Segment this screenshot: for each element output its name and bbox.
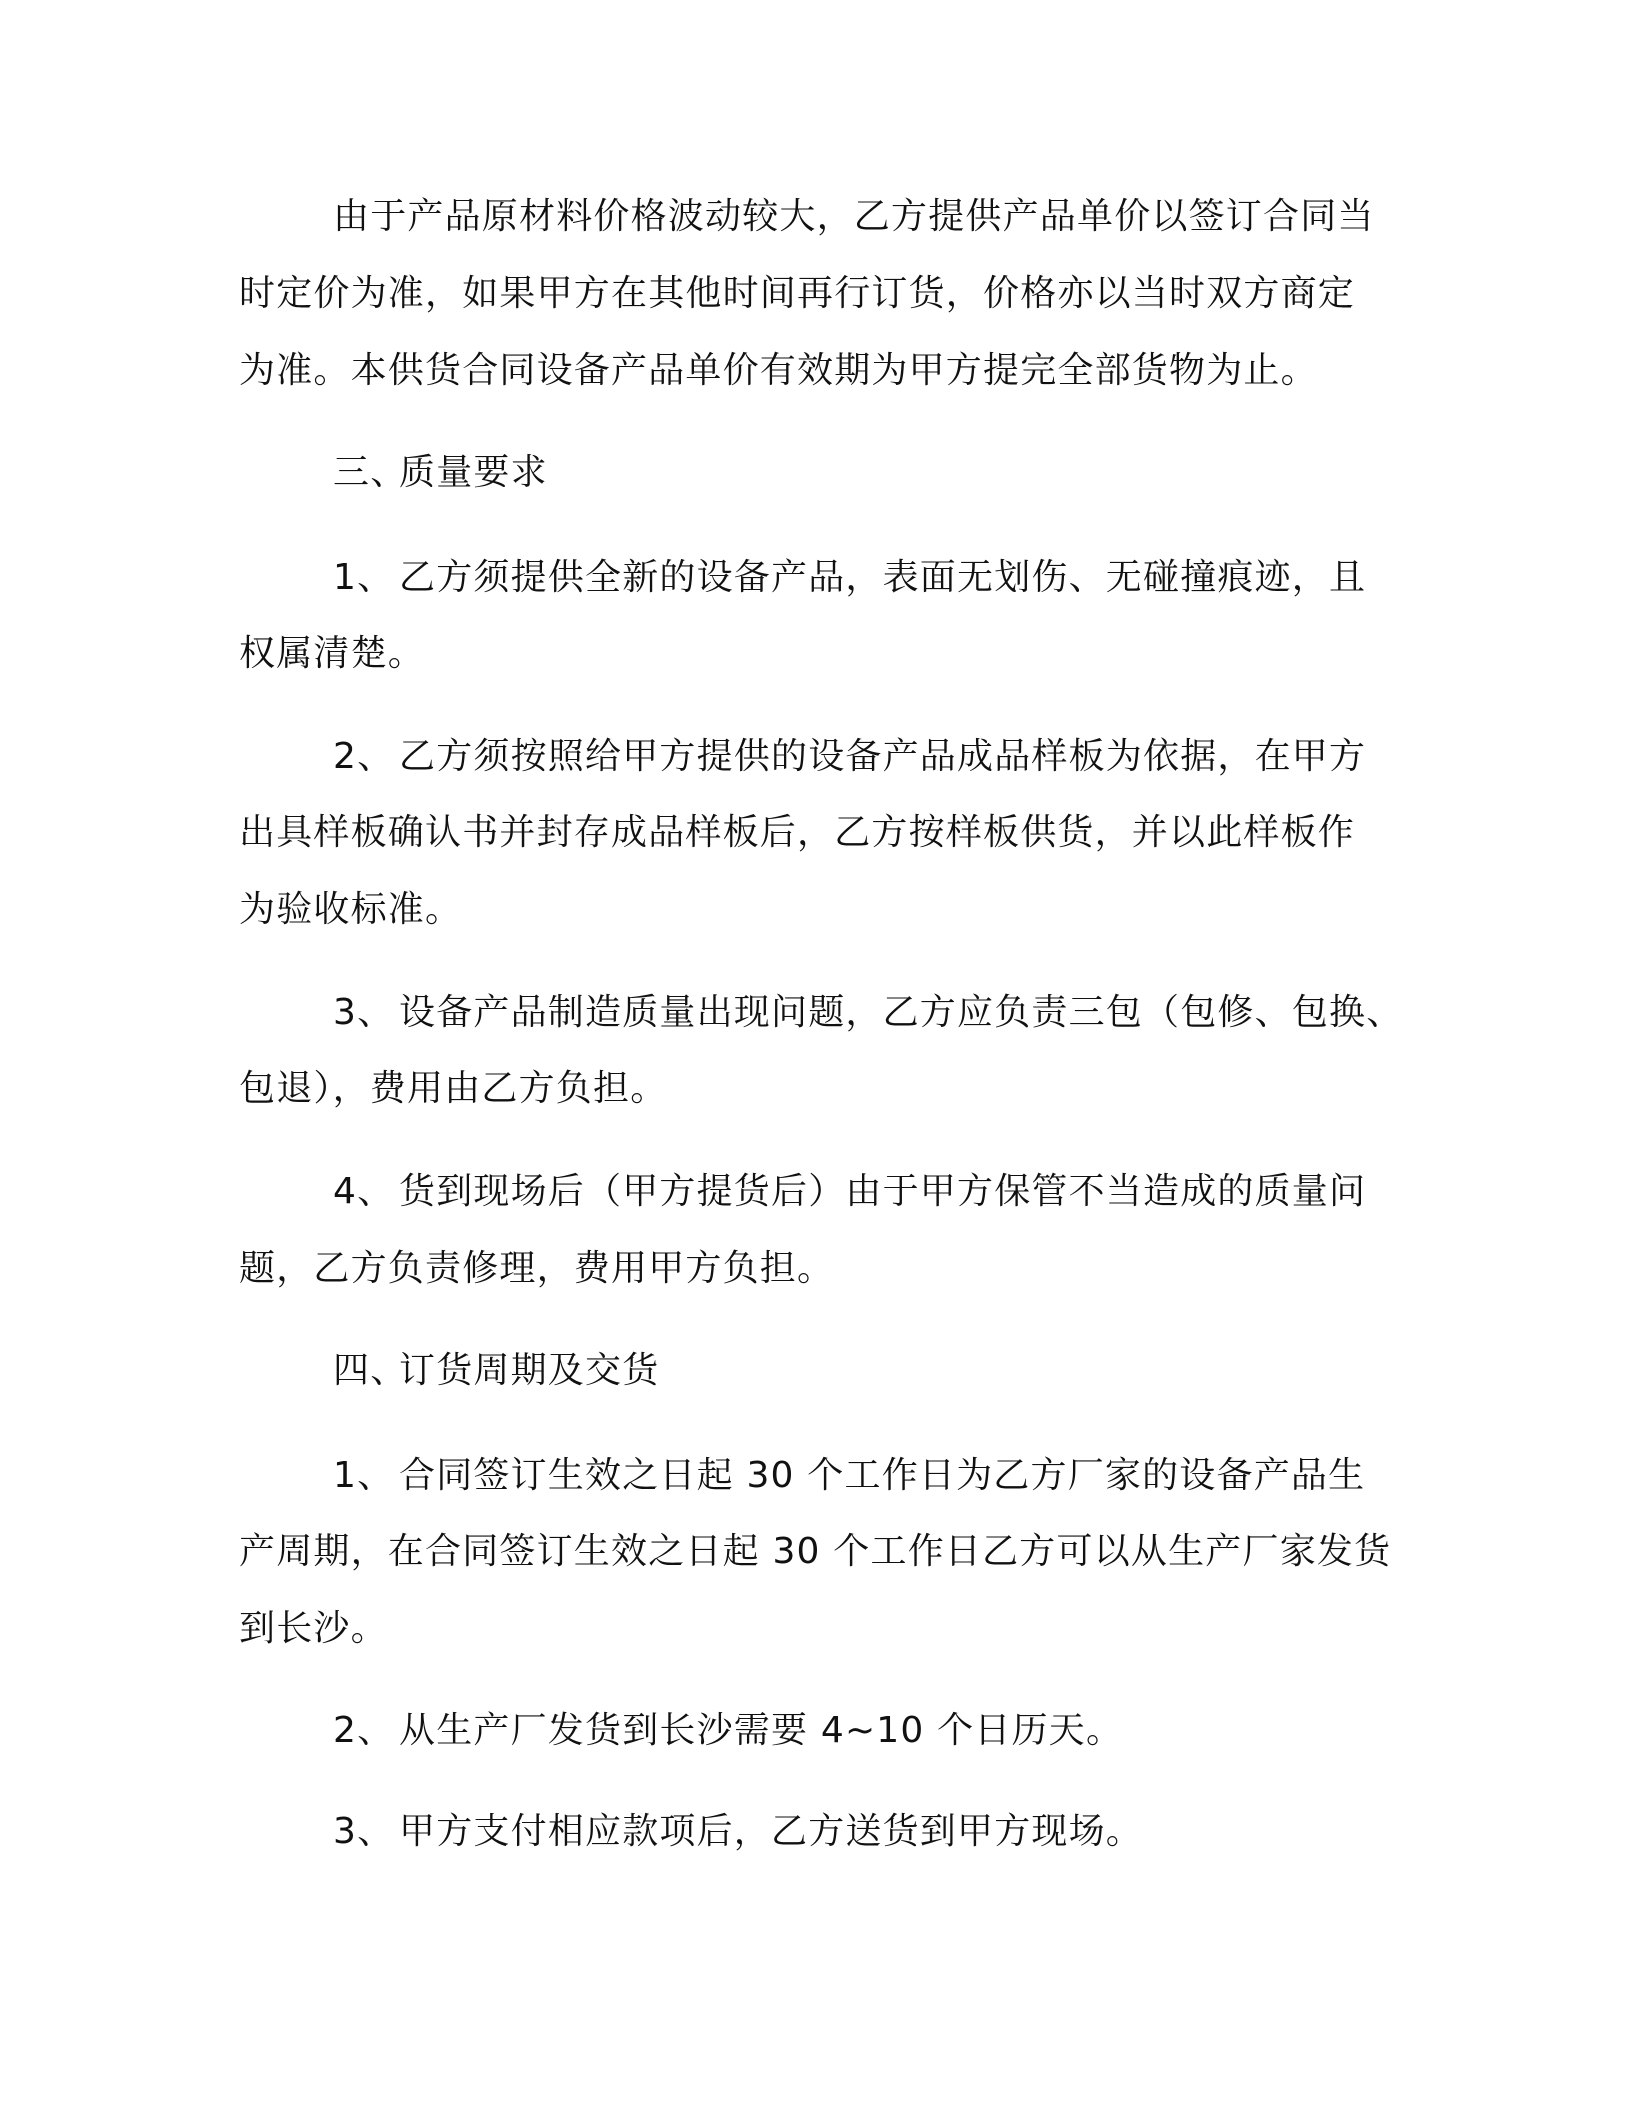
paragraph-line: 时定价为准，如果甲方在其他时间再行订货，价格亦以当时双方商定 <box>239 273 1356 314</box>
item-text: 甲方支付相应款项后，乙方送货到甲方现场。 <box>399 1811 1144 1852</box>
paragraph-line: 产周期，在合同签订生效之日起 30 个工作日乙方可以从生产厂家发货 <box>239 1531 1392 1572</box>
list-item <box>333 1707 1123 1755</box>
item-text: 从生产厂发货到长沙需要 4~10 个日历天。 <box>399 1710 1124 1751</box>
item-text: 设备产品制造质量出现问题，乙方应负责三包（包修、包换、 <box>399 992 1404 1033</box>
list-item <box>333 554 1366 602</box>
paragraph-line: 为准。本供货合同设备产品单价有效期为甲方提完全部货物为止。 <box>239 350 1318 391</box>
item-number: 2、 <box>333 736 395 777</box>
item-number: 3、 <box>333 1811 395 1852</box>
section-number: 四、 <box>333 1350 408 1391</box>
paragraph-line: 到长沙。 <box>239 1608 388 1649</box>
section-number: 三、 <box>333 452 408 493</box>
paragraph-line: 题，乙方负责修理，费用甲方负担。 <box>239 1248 835 1289</box>
item-number: 1、 <box>333 1455 395 1496</box>
item-number: 4、 <box>333 1171 395 1212</box>
item-text: 乙方须按照给甲方提供的设备产品成品样板为依据，在甲方 <box>399 736 1367 777</box>
item-number: 3、 <box>333 992 395 1033</box>
item-text: 合同签订生效之日起 30 个工作日为乙方厂家的设备产品生 <box>399 1455 1366 1496</box>
item-number: 2、 <box>333 1710 395 1751</box>
paragraph-line: 出具样板确认书并封存成品样板后，乙方按样板供货，并以此样板作 <box>239 812 1356 853</box>
item-number: 1、 <box>333 557 395 598</box>
section-title: 质量要求 <box>399 452 548 493</box>
list-item <box>333 989 1403 1037</box>
item-text: 乙方须提供全新的设备产品，表面无划伤、无碰撞痕迹，且 <box>399 557 1367 598</box>
list-item <box>333 1808 1143 1856</box>
list-item <box>333 1168 1366 1216</box>
paragraph-line: 为验收标准。 <box>239 889 463 930</box>
paragraph-line: 权属清楚。 <box>239 633 426 674</box>
item-text: 货到现场后（甲方提货后）由于甲方保管不当造成的质量问 <box>399 1171 1367 1212</box>
section-title: 订货周期及交货 <box>399 1350 660 1391</box>
paragraph-line: 包退），费用由乙方负担。 <box>239 1068 668 1109</box>
paragraph-line: 由于产品原材料价格波动较大，乙方提供产品单价以签订合同当 <box>333 196 1375 237</box>
section-heading <box>333 1347 659 1395</box>
list-item <box>333 1452 1365 1500</box>
list-item <box>333 733 1366 781</box>
section-heading <box>333 449 548 497</box>
